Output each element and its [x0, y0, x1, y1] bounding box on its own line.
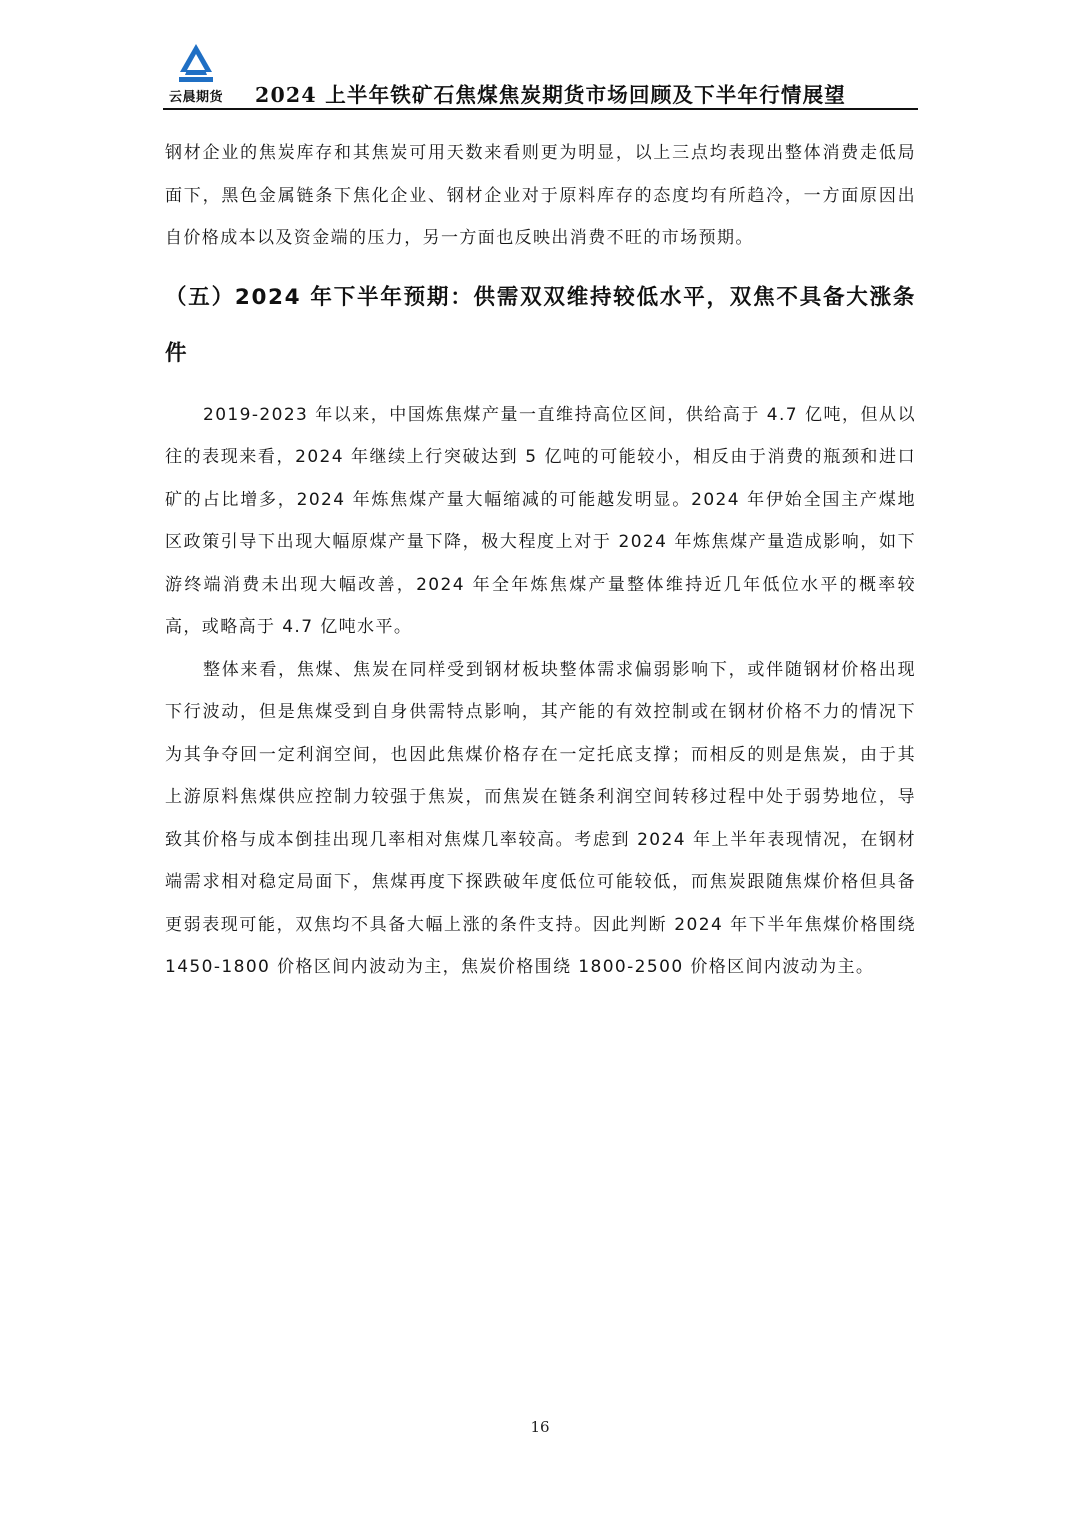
page-content	[165, 132, 916, 989]
header-divider	[163, 108, 918, 110]
chinalco-logo-icon	[173, 42, 219, 84]
logo-subtext-bar	[179, 77, 213, 82]
body-paragraph-2: 整体来看，焦煤、焦炭在同样受到钢材板块整体需求偏弱影响下，或伴随钢材价格出现下行波动，但是焦煤受到自身供需特点影响，其产能的有效控制或在钢材价格不力的情况下为其争夺回一定利润空间，也因此焦煤价格存在一定托底支撑；而相反的则是焦炭，由于其上游原料焦煤供应控制力较强于焦炭，而焦炭在链条利润空间转移过程中处于弱势地位，导致其价格与成本倒挂出现几率相对焦煤几率较高。考虑到 2024 年上半年表现情况，在钢材端需求相对稳定局面下，焦煤再度下探跌破年度低位可能较低，而焦炭跟随焦煤价格但具备更弱表现可能，双焦均不具备大幅上涨的条件支持。因此判断 2024 年下半年焦煤价格围绕 1450-1800 价格区间内波动为主，焦炭价格围绕 1800-2500 价格区间内波动为主。	[165, 659, 916, 977]
logo-company-name: 云晨期货	[168, 90, 223, 105]
company-logo	[163, 42, 229, 106]
body-paragraph-1: 2019-2023 年以来，中国炼焦煤产量一直维持高位区间，供给高于 4.7 亿吨，但从以往的表现来看，2024 年继续上行突破达到 5 亿吨的可能较小，相反由于消费的瓶颈和进口矿的占比增多，2024 年炼焦煤产量大幅缩减的可能越发明显。2024 年伊始全国主产煤地区政策引导下出现大幅原煤产量下降，极大程度上对于 2024 年炼焦煤产量造成影响，如下游终端消费未出现大幅改善，2024 年全年炼焦煤产量整体维持近几年低位水平的概率较高，或略高于 4.7 亿吨水平。	[165, 404, 916, 637]
page-number: 16	[530, 1418, 550, 1436]
page-header	[163, 42, 918, 108]
intro-paragraph: 钢材企业的焦炭库存和其焦炭可用天数来看则更为明显，以上三点均表现出整体消费走低局面下，黑色金属链条下焦化企业、钢材企业对于原料库存的态度均有所趋冷，一方面原因出自价格成本以及资金端的压力，另一方面也反映出消费不旺的市场预期。	[165, 143, 916, 248]
section-heading: （五）2024 年下半年预期：供需双双维持较低水平，双焦不具备大涨条件	[165, 284, 916, 366]
report-header-title: 2024 上半年铁矿石焦煤焦炭期货市场回顾及下半年行情展望	[255, 83, 846, 107]
